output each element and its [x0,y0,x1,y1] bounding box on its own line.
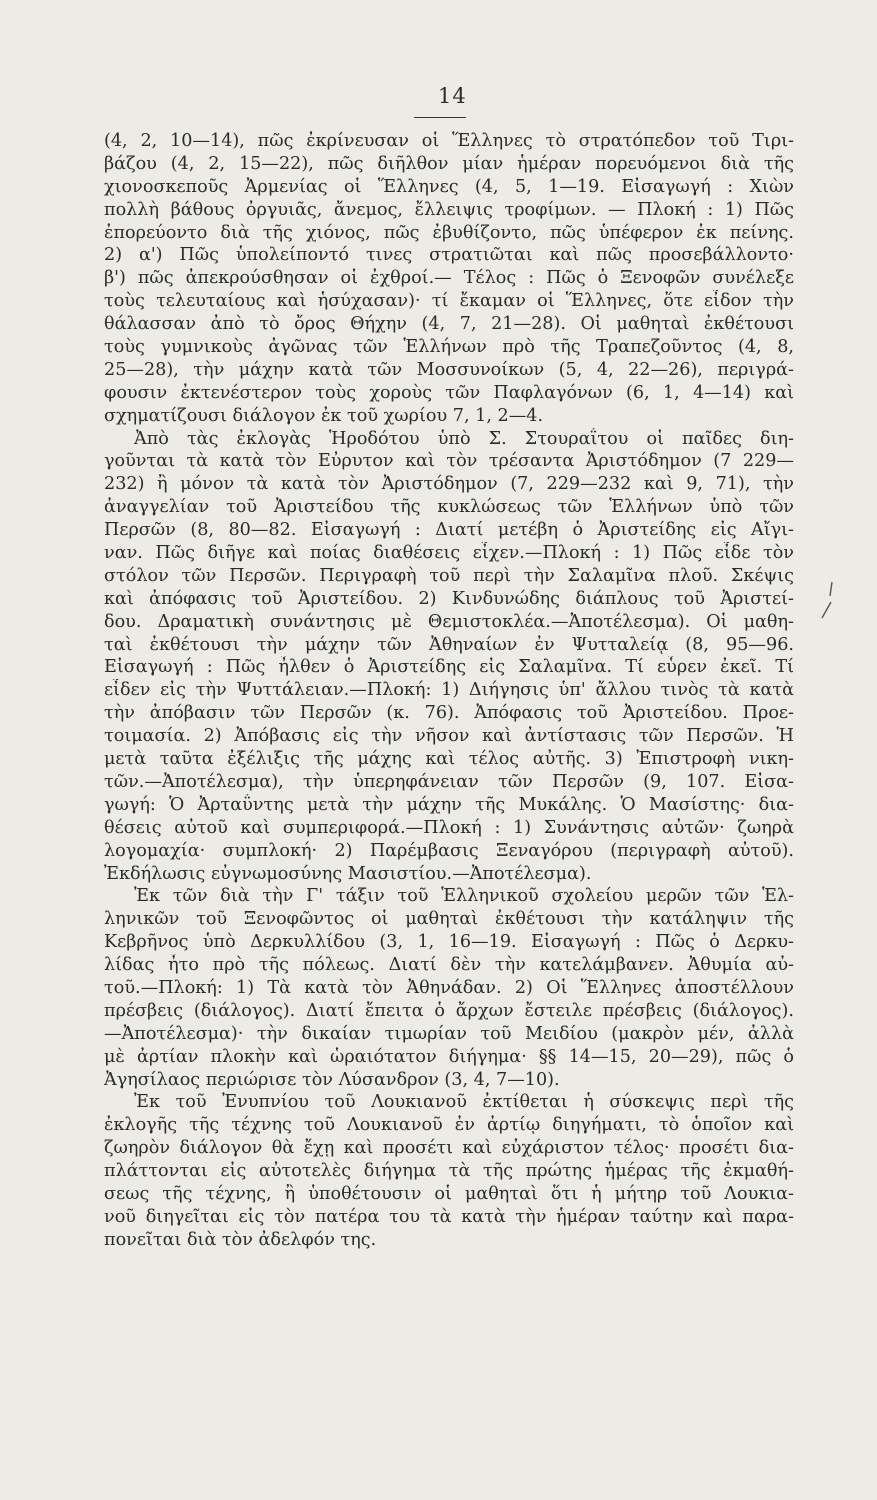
text-line: στόλον τῶν Περσῶν. Περιγραφὴ τοῦ περὶ τὴν Σαλαμῖνα πλοῦ. Σκέψις [104,565,794,586]
text-line: —Ἀποτέλεσμα)· τὴν δικαίαν τιμωρίαν τοῦ Μειδίου (μακρὸν μέν, ἀλλὰ [104,1023,794,1044]
text-line: νοῦ διηγεῖται εἰς τὸν πατέρα του τὰ κατὰ τὴν ἡμέραν ταύτην καὶ παρα- [104,1206,794,1227]
text-line: Ἀπὸ τὰς ἐκλογὰς Ἡροδότου ὑπὸ Σ. Στουραΐτου οἱ παῖδες διη- [134,428,794,449]
text-line: τὴν ἀπόβασιν τῶν Περσῶν (κ. 76). Ἀπόφασις τοῦ Ἀριστείδου. Προε- [104,703,794,724]
text-line: δου. Δραματικὴ συνάντησις μὲ Θεμιστοκλέα.—Ἀποτέλεσμα). Οἱ μαθη- [104,611,794,632]
text-line: ναν. Πῶς διῆγε καὶ ποίας διαθέσεις εἶχεν.—Πλοκή : 1) Πῶς εἶδε τὸν [104,543,794,564]
text-line: σχηματίζουσι διάλογον ἐκ τοῦ χωρίου 7, 1, 2—4. [104,405,544,426]
text-line: 232) ἢ μόνον τὰ κατὰ τὸν Ἀριστόδημον (7, 229—232 καὶ 9, 71), τὴν [104,474,794,495]
text-line: ζωηρὸν διάλογον θὰ ἔχῃ καὶ προσέτι καὶ εὐχάριστον τέλος· προσέτι δια- [104,1138,794,1159]
text-line: β') πῶς ἀπεκρούσθησαν οἱ ἐχθροί.— Τέλος : Πῶς ὁ Ξενοφῶν συνέλεξε [104,268,794,289]
text-line: σεως τῆς τέχνης, ἢ ὑποθέτουσιν οἱ μαθηταὶ ὅτι ἡ μήτηρ τοῦ Λουκια- [104,1183,794,1204]
text-line: ἐκλογῆς τῆς τέχνης τοῦ Λουκιανοῦ ἐν ἀρτίῳ διηγήματι, τὸ ὁποῖον καὶ [104,1115,794,1136]
text-line: γωγή: Ὁ Ἀρταΰντης μετὰ τὴν μάχην τῆς Μυκάλης. Ὁ Μασίστης· δια- [104,794,794,815]
text-line: πλάττονται εἰς αὐτοτελὲς διήγημα τὰ τῆς πρώτης ἡμέρας τῆς ἐκμαθή- [104,1161,794,1182]
page-number: 14 [438,84,467,108]
text-line: θάλασσαν ἀπὸ τὸ ὄρος Θήχην (4, 7, 21—28). Οἱ μαθηταὶ ἐκθέτουσι [104,314,794,335]
text-line: εἶδεν εἰς τὴν Ψυττάλειαν.—Πλοκή: 1) Διήγησις ὑπ' ἄλλου τινὸς τὰ κατὰ [104,680,794,701]
text-line: τοὺς γυμνικοὺς ἀγῶνας τῶν Ἑλλήνων πρὸ τῆς Τραπεζοῦντος (4, 8, [104,337,794,358]
margin-pencil-mark [818,580,836,620]
text-line: βάζου (4, 2, 15—22), πῶς διῆλθον μίαν ἡμέραν πορευόμενοι διὰ τῆς [104,153,794,174]
text-line: πολλὴ βάθους ὀργυιᾶς, ἄνεμος, ἔλλειψις τροφίμων. — Πλοκή : 1) Πῶς [104,199,794,220]
text-line: τοῦ.—Πλοκή: 1) Τὰ κατὰ τὸν Ἀθηνάδαν. 2) Οἱ Ἕλληνες ἀποστέλλουν [104,977,794,998]
text-line: πρέσβεις (διάλογος). Διατί ἔπειτα ὁ ἄρχων ἔστειλε πρέσβεις (διάλογος). [104,1000,794,1021]
text-line: τοιμασία. 2) Ἀπόβασις εἰς τὴν νῆσον καὶ ἀντίστασις τῶν Περσῶν. Ἡ [104,726,794,747]
text-line: Κεβρῆνος ὑπὸ Δερκυλλίδου (3, 1, 16—19. Εἰσαγωγή : Πῶς ὁ Δερκυ- [104,932,794,953]
text-line: ταὶ ἐκθέτουσι τὴν μάχην τῶν Ἀθηναίων ἐν Ψυτταλείᾳ (8, 95—96. [104,634,794,655]
text-line: 2) α') Πῶς ὑπολείποντό τινες στρατιῶται καὶ πῶς προσεβάλλοντο· [104,245,794,266]
text-line: ληνικῶν τοῦ Ξενοφῶντος οἱ μαθηταὶ ἐκθέτουσι τὴν κατάληψιν τῆς [104,909,794,930]
text-line: (4, 2, 10—14), πῶς ἐκρίνευσαν οἱ Ἕλληνες τὸ στρατόπεδον τοῦ Τιρι- [104,131,794,151]
text-line: πονεῖται διὰ τὸν ἀδελφόν της. [104,1229,377,1250]
text-line: θέσεις αὐτοῦ καὶ συμπεριφορά.—Πλοκή : 1) Συνάντησις αὐτῶν· ζωηρὰ [104,817,794,838]
body-text [104,130,794,1252]
text-line: Ἀγησίλαος περιώρισε τὸν Λύσανδρον (3, 4, 7—10). [104,1069,560,1090]
page-number-rule [414,117,466,118]
text-line: ἐπορεύοντο διὰ τῆς χιόνος, πῶς ἐβυθίζοντο, πῶς ὑπέφερον ἐκ πείνης. [104,222,794,243]
text-line: χιονοσκεποῦς Ἀρμενίας οἱ Ἕλληνες (4, 5, 1—19. Εἰσαγωγή : Χιὼν [104,176,794,197]
text-line: τοὺς τελευταίους καὶ ἡσύχασαν)· τί ἔκαμαν οἱ Ἕλληνες, ὅτε εἶδον τὴν [104,291,794,312]
text-line: φουσιν ἐκτενέστερον τοὺς χοροὺς τῶν Παφλαγόνων (6, 1, 4—14) καὶ [104,382,794,403]
text-line: γοῦνται τὰ κατὰ τὸν Εὐρυτον καὶ τὸν τρέσαντα Ἀριστόδημον (7 229— [104,451,794,472]
text-line: Εἰσαγωγή : Πῶς ἦλθεν ὁ Ἀριστείδης εἰς Σαλαμῖνα. Τί εὗρεν ἐκεῖ. Τί [104,657,794,678]
text-line: λογομαχία· συμπλοκή· 2) Παρέμβασις Ξεναγόρου (περιγραφὴ αὐτοῦ). [104,840,794,861]
text-line: τῶν.—Ἀποτέλεσμα), τὴν ὑπερηφάνειαν τῶν Περσῶν (9, 107. Εἰσα- [104,771,794,792]
text-line: ἀναγγελίαν τοῦ Ἀριστείδου τῆς κυκλώσεως τῶν Ἑλλήνων ὑπὸ τῶν [104,497,794,518]
text-line: μετὰ ταῦτα ἐξέλιξις τῆς μάχης καὶ τέλος αὐτῆς. 3) Ἐπιστροφὴ νικη- [104,749,794,770]
text-line: μὲ ἀρτίαν πλοκὴν καὶ ὡραιότατον διήγημα· §§ 14—15, 20—29), πῶς ὁ [104,1046,794,1067]
text-line: λίδας ἦτο πρὸ τῆς πόλεως. Διατί δὲν τὴν κατελάμβανεν. Ἀθυμία αὐ- [104,955,794,976]
text-line: Ἐκ τῶν διὰ τὴν Γ' τάξιν τοῦ Ἑλληνικοῦ σχολείου μερῶν τῶν Ἑλ- [134,886,794,907]
text-line: καὶ ἀπόφασις τοῦ Ἀριστείδου. 2) Κινδυνώδης διάπλους τοῦ Ἀριστεί- [104,588,794,609]
text-line: Ἐκδήλωσις εὐγνωμοσύνης Μασιστίου.—Ἀποτέλεσμα). [104,863,592,884]
text-line: 25—28), τὴν μάχην κατὰ τῶν Μοσσυνοίκων (5, 4, 22—26), περιγρά- [104,359,794,380]
text-line: Περσῶν (8, 80—82. Εἰσαγωγή : Διατί μετέβη ὁ Ἀριστείδης εἰς Αἴγι- [104,520,794,541]
text-line: Ἐκ τοῦ Ἐνυπνίου τοῦ Λουκιανοῦ ἐκτίθεται ἡ σύσκεψις περὶ τῆς [134,1092,794,1113]
